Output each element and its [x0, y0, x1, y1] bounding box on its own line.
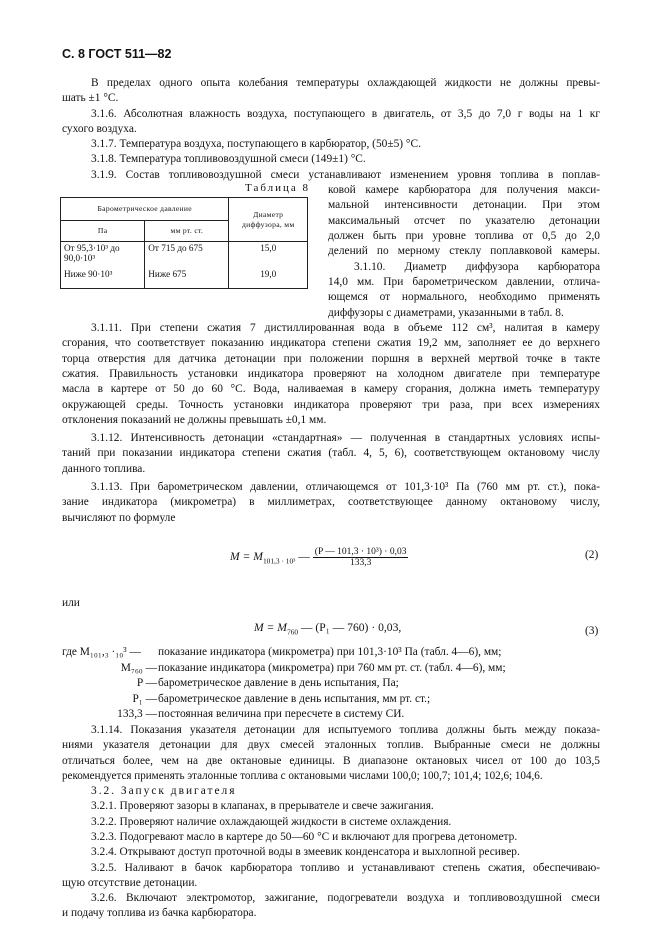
- or-word: или: [62, 597, 80, 609]
- paragraph-line: мальной интенсивности детонации. При этом: [328, 199, 600, 211]
- legend-symbol: M₇₆₀ —: [120, 662, 157, 674]
- formula-lhs: M = M: [254, 621, 287, 634]
- table-header-pressure: Барометрическое давление: [61, 198, 229, 221]
- formula-number: (2): [585, 549, 599, 561]
- formula-denominator: 133,3: [349, 558, 372, 568]
- formula-numerator: (P — 101,3 · 10³) · 0,03: [314, 547, 407, 557]
- paragraph-line: щую отсутствие детонации.: [62, 877, 198, 889]
- paragraph-line: 3.1.13. При барометрическом давлении, отличающемся от 101,3·10³ Па (760 мм рт. ст.), пока-: [91, 481, 600, 493]
- paragraph-line: сухого воздуха.: [62, 123, 137, 135]
- paragraph-line: и подачу топлива из бачка карбюратора.: [62, 907, 257, 919]
- formula-lhs: M =: [230, 550, 251, 564]
- paragraph-line: ющемся от нормального, необходимо применять: [328, 291, 600, 303]
- table-caption: Таблица 8: [245, 182, 311, 194]
- paragraph-line: отклонения показаний не должны превышать ±0,1 мм.: [62, 414, 327, 426]
- paragraph-line: 3.1.11. При степени сжатия 7 дистиллированная вода в объеме 112 см³, налитая в камеру: [91, 322, 600, 334]
- legend-symbol: где M₁₀₁,₃ ·₁₀³ —: [62, 646, 141, 658]
- paragraph-line: ковой камере карбюратора для получения макси-: [328, 184, 600, 196]
- paragraph-line: 3.1.12. Интенсивность детонации «стандартная» — полученная в стандартных условиях испы-: [91, 432, 600, 444]
- table-header-diameter: Диаметр диффузора, мм: [229, 198, 308, 242]
- paragraph-line: 3.1.8. Температура топливовоздушной смеси (149±1) °С.: [91, 153, 366, 165]
- paragraph-line: шать ±1 °С.: [62, 92, 119, 104]
- table-row: [61, 242, 308, 269]
- paragraph-line: окружающей среды. Точность установки индикатора проверяют три раза, при всех измерениях: [62, 399, 600, 411]
- formula-subscript: 760: [286, 627, 299, 637]
- legend-desc: показание индикатора (микрометра) при 101,3·10³ Па (табл. 4—6), мм;: [158, 646, 502, 658]
- legend-symbol: 133,3 —: [117, 708, 157, 720]
- paragraph-line: 3.1.6. Абсолютная влажность воздуха, поступающего в двигатель, от 3,5 до 7,0 г воды на 1 кг: [91, 108, 600, 120]
- formula-minus: —: [298, 550, 310, 564]
- legend-desc: постоянная величина при пересчете в систему СИ.: [158, 708, 405, 720]
- paragraph-line: 3.2.2. Проверяют наличие охлаждающей жидкости в системе охлаждения.: [91, 816, 452, 828]
- paragraph-line: сгорания, что соответствует показанию индикатора степени сжатия 19,2 мм, заполняет ее до верхнего: [62, 337, 600, 349]
- paragraph-line: 3.1.9. Состав топливовоздушной смеси устанавливают изменением уровня топлива в поплав-: [91, 169, 600, 181]
- paragraph-line: масла в картере от 50 до 60 °С. Вода, наливаемая в камеру сгорания, должна иметь температуру: [62, 383, 600, 395]
- paragraph-line: 3.2.5. Наливают в бачок карбюратора топливо и устанавливают степень сжатия, обеспечиваю-: [91, 862, 600, 874]
- paragraph-line: ниями указателя детонации для двух смесей эталонных топлив. Выбранные смеси не должны: [62, 739, 600, 751]
- paragraph-line: 3.1.14. Показания указателя детонации для испытуемого топлива должны быть между показа-: [91, 724, 600, 736]
- paragraph-line: сжатия. Правильность установки индикатора проверяют на холодном двигателе при температуре: [62, 368, 600, 380]
- table-cell: 19,0: [229, 268, 308, 289]
- paragraph-line: торца отверстия для датчика детонации при положении поршня в верхней мертвой точке в такте: [62, 353, 600, 365]
- legend-desc: барометрическое давление в день испытания, Па;: [158, 677, 399, 689]
- formula-number: (3): [585, 625, 599, 637]
- paragraph-line: отличаться более, чем на две октановые единицы. В диапазоне октановых чисел от 100 до 103,5: [62, 755, 600, 767]
- formula-fraction: [313, 547, 409, 568]
- legend-symbol: P —: [136, 677, 157, 689]
- table-row: [61, 268, 308, 289]
- formula-rest: — (P₁ — 760) · 0,03,: [298, 621, 402, 634]
- table-cell: Ниже 90·10³: [61, 268, 145, 289]
- formula-symbol: M: [253, 550, 263, 564]
- table-header-pa: Па: [61, 221, 145, 242]
- paragraph-line: 3.1.10. Диаметр диффузора карбюратора: [354, 261, 600, 273]
- page-header: С. 8 ГОСТ 511—82: [62, 47, 172, 61]
- paragraph-line: 3.2.3. Подогревают масло в картере до 50—60 °С и включают для прогрева детонометр.: [91, 831, 518, 843]
- paragraph-line: должен быть при уровне топлива от 0,5 до 2,0: [328, 230, 600, 242]
- paragraph-line: 14,0 мм. При барометрическом давлении, отлича-: [328, 276, 600, 288]
- section-title: 3.2. Запуск двигателя: [91, 785, 237, 797]
- table-cell: От 715 до 675: [145, 242, 229, 269]
- paragraph-line: 3.2.1. Проверяют зазоры в клапанах, в прерывателе и свече зажигания.: [91, 800, 434, 812]
- paragraph-line: максимальный отсчет по указателю детонации: [328, 215, 600, 227]
- table-header-mm: мм рт. ст.: [145, 221, 229, 242]
- legend-symbol: P₁ —: [132, 693, 157, 705]
- table-cell: От 95,3·10³ до 90,0·10³: [61, 242, 145, 269]
- formula-3: [254, 621, 401, 636]
- formula-subscript: 101,3 · 10³: [262, 556, 296, 566]
- legend-desc: показание индикатора (микрометра) при 760 мм рт. ст. (табл. 4—6), мм;: [158, 662, 506, 674]
- legend-desc: барометрическое давление в день испытания, мм рт. ст.;: [158, 693, 431, 705]
- paragraph-line: 3.1.7. Температура воздуха, поступающего в карбюратор, (50±5) °С.: [91, 138, 421, 150]
- paragraph-line: В пределах одного опыта колебания температуры охлаждающей жидкости не должны превы-: [91, 77, 600, 89]
- paragraph-line: данного топлива.: [62, 463, 146, 475]
- table-8: [60, 197, 308, 289]
- table-cell: Ниже 675: [145, 268, 229, 289]
- formula-2: [230, 547, 408, 568]
- paragraph-line: таний при показании индикатора степени сжатия (табл. 4, 5, 6), соответствующем октановому числу: [62, 447, 600, 459]
- table-cell: 15,0: [229, 242, 308, 269]
- paragraph-line: вычисляют по формуле: [62, 512, 176, 524]
- paragraph-line: 3.2.4. Открывают доступ проточной воды в змеевик конденсатора и выхлопной ресивер.: [91, 846, 520, 858]
- paragraph-line: рекомендуется применять эталонные топлива с октановыми числами 100,0; 100,7; 101,4; 102,6; 104,6.: [62, 770, 543, 782]
- paragraph-line: 3.2.6. Включают электромотор, зажигание, подогреватели воздуха и топливовоздушной смеси: [91, 892, 600, 904]
- paragraph-line: делений по мерному стеклу поплавковой камеры.: [328, 245, 600, 257]
- paragraph-line: зание индикатора (микрометра) в миллиметрах, соответствующее данному октановому числу,: [62, 496, 600, 508]
- paragraph-line: диффузоры с диаметрами, указанными в табл. 8.: [328, 307, 564, 319]
